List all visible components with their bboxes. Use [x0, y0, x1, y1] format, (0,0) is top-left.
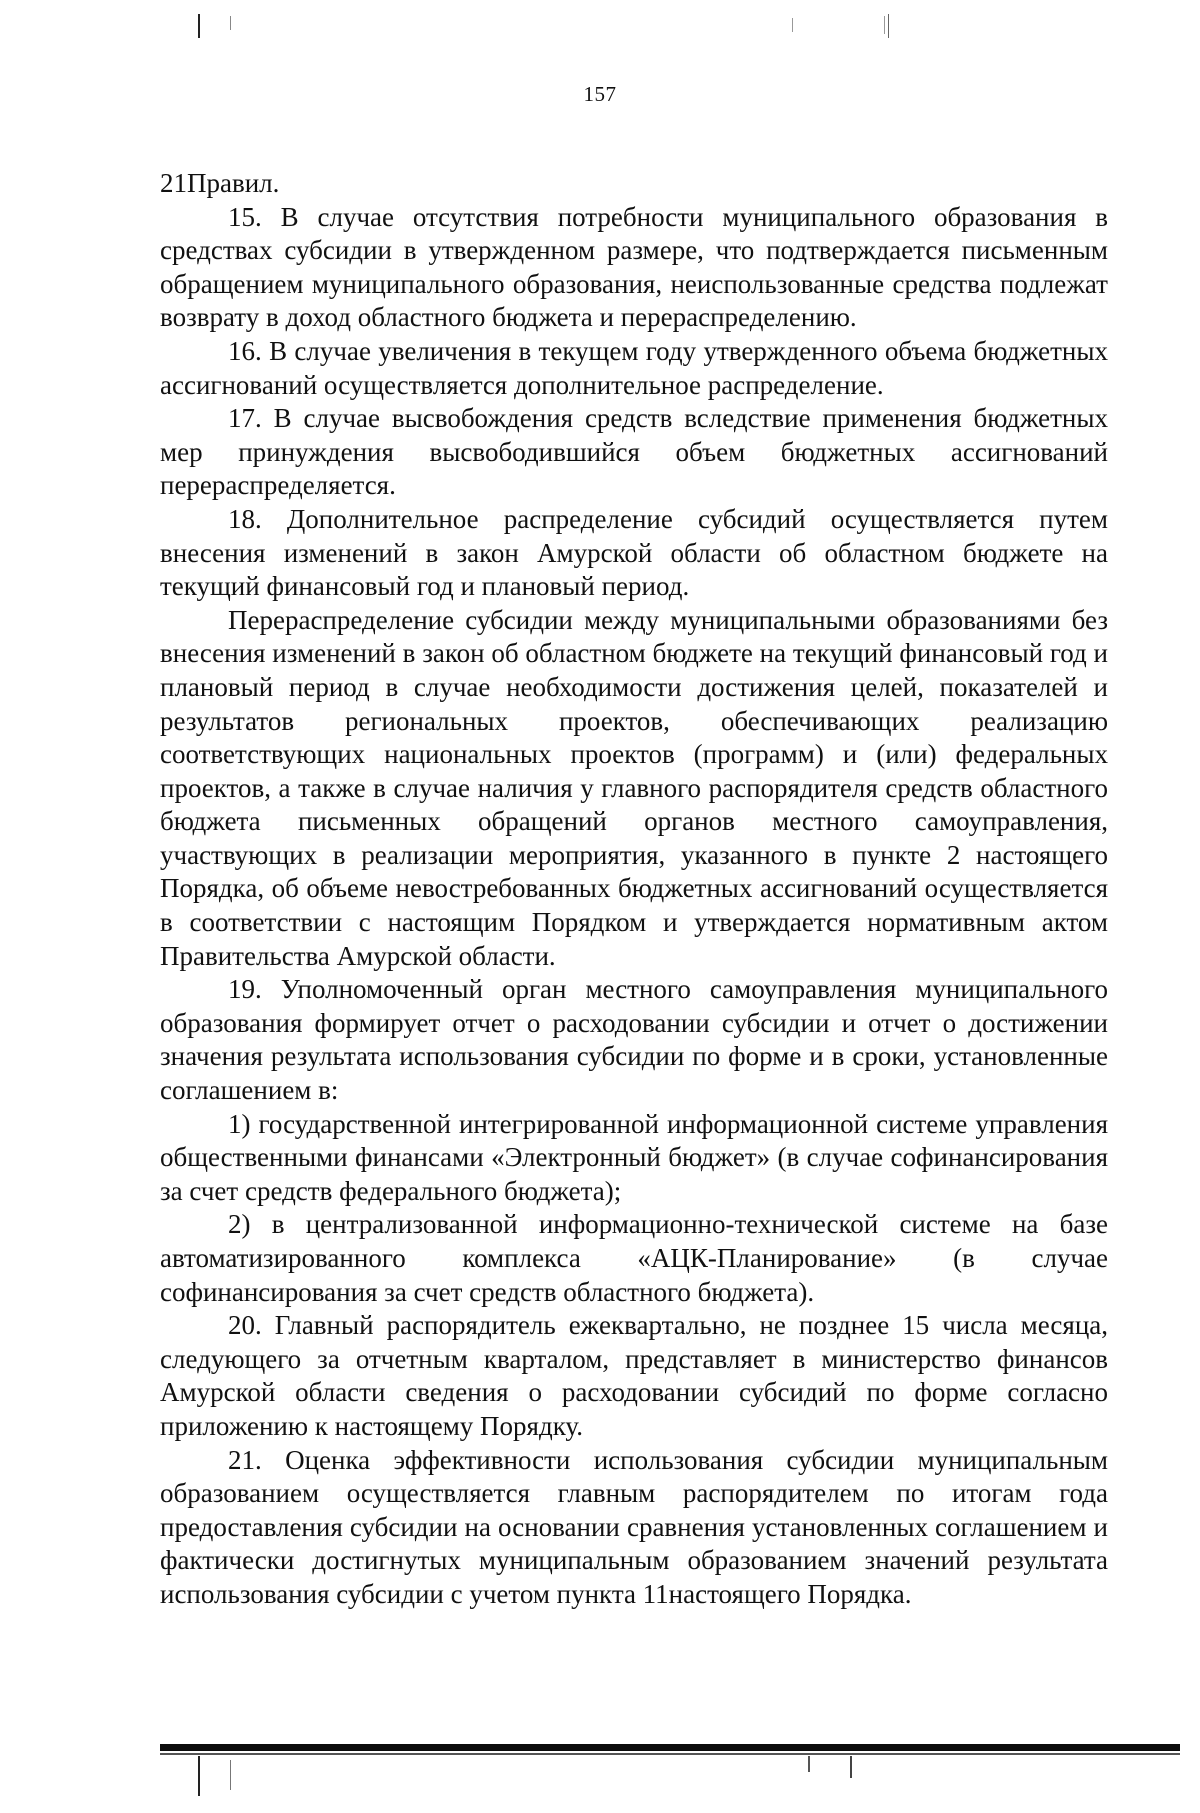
scan-artifact-top-right-3 — [888, 14, 889, 38]
scan-edge-bottom — [160, 1744, 1180, 1751]
paragraph-10: 21. Оценка эффективности использования субсидии муниципальным образованием осуществляется главным распорядителем по итогам года предоставления субсидии на основании сравнения установленных соглашением и фактически достигнутых муниципальным образованием значений результата использования субсидии с учетом пункта 11настоящего Порядка. — [160, 1444, 1108, 1609]
scan-artifact-bottom-mid-2 — [850, 1756, 852, 1778]
paragraph-3: 17. В случае высвобождения средств вследствие применения бюджетных мер принуждения высвободившийся объем бюджетных ассигнований перераспределяется. — [160, 403, 1108, 501]
page-number: 157 — [583, 82, 617, 106]
paragraph-8: 2) в централизованной информационно-технической системе на базе автоматизированного комплекса «АЦК-Планирование» (в случае софинансирования за счет средств областного бюджета). — [160, 1209, 1108, 1307]
paragraph-7: 1) государственной интегрированной информационной системе управления общественными финансами «Электронный бюджет» (в случае софинансирования за счет средств федерального бюджета); — [160, 1108, 1108, 1206]
scan-artifact-top-left-1 — [198, 14, 200, 38]
paragraph-6: 19. Уполномоченный орган местного самоуправления муниципального образования формирует отчет о расходовании субсидии и отчет о достижении значения результата использования субсидии по форме и в сроки, установленные соглашением в: — [160, 974, 1108, 1106]
scan-artifact-top-right-1 — [792, 18, 793, 32]
paragraph-9: 20. Главный распорядитель ежеквартально, не позднее 15 числа месяца, следующего за отчетным кварталом, представляет в министерство финансов Амурской области сведения о расходовании субсидий по форме согласно приложению к настоящему Порядку. — [160, 1310, 1108, 1441]
scan-artifact-top-left-2 — [230, 16, 231, 30]
scan-artifact-bottom-left-2 — [230, 1760, 231, 1790]
paragraph-2: 16. В случае увеличения в текущем году утвержденного объема бюджетных ассигнований осуществляется дополнительное распределение. — [160, 335, 1108, 400]
scan-artifact-bottom-mid — [808, 1756, 810, 1772]
scan-edge-bottom-shadow — [160, 1753, 1180, 1755]
document-body — [160, 167, 1108, 1612]
paragraph-0: 21Правил. — [160, 168, 280, 198]
scan-artifact-bottom-left — [198, 1756, 200, 1796]
paragraph-1: 15. В случае отсутствия потребности муниципального образования в средствах субсидии в утвержденном размере, что подтверждается письменным обращением муниципального образования, неиспользованные средства подлежат возврату в доход областного бюджета и перераспределению. — [160, 201, 1108, 333]
paragraph-5: Перераспределение субсидии между муниципальными образованиями без внесения изменений в закон об областном бюджете на текущий финансовый год и плановый период в случае необходимости достижения целей, показателей и результатов региональных проектов, обеспечивающих реализацию соответствующих национальных проектов (программ) и (или) федеральных проектов, а также в случае наличия у главного распорядителя средств областного бюджета письменных обращений органов местного самоуправления, участвующих в реализации мероприятия, указанного в пункте 2 настоящего Порядка, об объеме невостребованных бюджетных ассигнований осуществляется в соответствии с настоящим Порядком и утверждается нормативным актом Правительства Амурской области. — [160, 604, 1108, 971]
paragraph-4: 18. Дополнительное распределение субсидий осуществляется путем внесения изменений в закон Амурской области об областном бюджете на текущий финансовый год и плановый период. — [160, 503, 1108, 602]
scan-artifact-top-right-2 — [884, 16, 885, 34]
